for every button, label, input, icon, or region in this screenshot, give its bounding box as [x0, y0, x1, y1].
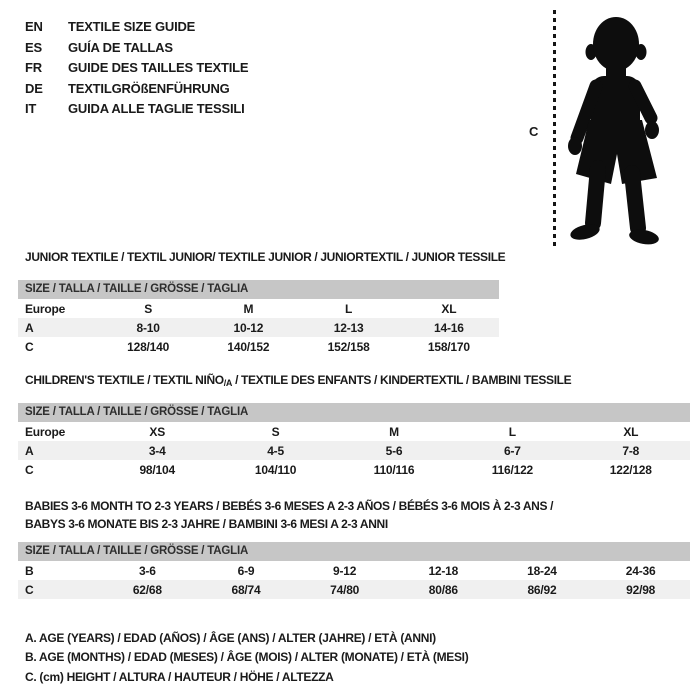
size-cell: 3-4 [148, 443, 166, 458]
size-cell: 122/128 [609, 462, 652, 477]
lang-row [25, 38, 248, 59]
table-row [18, 422, 690, 441]
row-label: A [25, 320, 34, 335]
size-cell: 10-12 [233, 320, 264, 335]
size-cell: 6-7 [503, 443, 521, 458]
height-measure-dashed-line [553, 10, 556, 247]
size-cell: 3-6 [138, 563, 156, 578]
size-cell: 98/104 [139, 462, 175, 477]
babies-title-line2: BABYS 3-6 MONATE BIS 2-3 JAHRE / BAMBINI 3-6 MESI A 2-3 ANNI [25, 516, 388, 531]
lang-label: GUIDA ALLE TAGLIE TESSILI [68, 101, 245, 116]
lang-label: GUÍA DE TALLAS [68, 39, 173, 55]
row-label: C [25, 582, 34, 597]
lang-label: TEXTILE SIZE GUIDE [68, 19, 196, 34]
table-row [18, 318, 499, 337]
size-cell: XS [149, 424, 165, 439]
children-title-text: / TEXTILE DES ENFANTS / KINDERTEXTIL / BAMBINI TESSILE [232, 373, 572, 387]
children-title-text: CHILDREN'S TEXTILE / TEXTIL NIÑO [25, 373, 224, 387]
babies-table-title [25, 498, 553, 533]
size-cell: 14-16 [434, 320, 464, 335]
size-cell: 140/152 [227, 339, 270, 354]
lang-code: FR [25, 60, 42, 75]
size-cell: 92/98 [626, 582, 656, 597]
size-header-band: SIZE / TALLA / TAILLE / GRÖSSE / TAGLIA [18, 280, 499, 299]
table-row [18, 580, 690, 599]
size-cell: XL [441, 301, 457, 316]
size-cell: 24-36 [625, 563, 656, 578]
size-cell: 12-13 [333, 320, 364, 335]
table-row [18, 561, 690, 580]
size-cell: S [271, 424, 280, 439]
row-label: B [25, 563, 34, 578]
size-cell: 128/140 [127, 339, 170, 354]
size-cell: 18-24 [527, 563, 557, 578]
children-title-sub: /A [223, 378, 233, 388]
size-cell: 104/110 [254, 462, 297, 477]
note-line-c: C. (cm) HEIGHT / ALTURA / HAUTEUR / HÖHE / ALTEZZA [25, 669, 334, 684]
size-cell: S [144, 301, 153, 316]
size-cell: 86/92 [527, 582, 557, 597]
size-cell: 9-12 [333, 563, 357, 578]
lang-code: IT [25, 101, 37, 116]
size-cell: 68/74 [231, 582, 261, 597]
row-label: A [25, 443, 34, 458]
lang-code: DE [25, 80, 43, 96]
row-label: Europe [25, 424, 66, 439]
size-cell: 12-18 [428, 563, 459, 578]
lang-row [25, 99, 248, 120]
babies-title-line1: BABIES 3-6 MONTH TO 2-3 YEARS / BEBÉS 3-6 MESES A 2-3 AÑOS / BÉBÉS 3-6 MOIS À 2-3 ANS / [25, 499, 554, 513]
size-cell: 6-9 [237, 563, 255, 578]
size-cell: XL [623, 424, 639, 439]
children-table-title [25, 373, 571, 388]
size-cell: 62/68 [132, 582, 162, 597]
note-line-a: A. AGE (YEARS) / EDAD (AÑOS) / ÂGE (ANS) / ALTER (JAHRE) / ETÀ (ANNI) [25, 631, 436, 645]
lang-label: GUIDE DES TAILLES TEXTILE [68, 60, 249, 75]
lang-label: TEXTILGRÖßENFÜHRUNG [68, 80, 230, 96]
table-row [18, 460, 690, 479]
size-cell: L [345, 301, 353, 316]
lang-row [25, 58, 248, 79]
size-cell: M [243, 301, 254, 316]
language-title-list [25, 17, 248, 120]
lang-row [25, 17, 248, 38]
size-cell: 110/116 [373, 462, 415, 477]
note-line-b: B. AGE (MONTHS) / EDAD (MESES) / ÂGE (MOIS) / ALTER (MONATE) / ETÀ (MESI) [25, 650, 469, 665]
toddler-silhouette-icon [562, 8, 670, 248]
size-cell: L [508, 424, 516, 439]
size-header-band: SIZE / TALLA / TAILLE / GRÖSSE / TAGLIA [18, 542, 690, 561]
lang-row [25, 79, 248, 100]
size-cell: 116/122 [491, 462, 534, 477]
row-label: C [25, 339, 34, 354]
row-label: C [25, 462, 34, 477]
measure-c-label: C [529, 124, 539, 139]
junior-size-table [18, 280, 499, 356]
table-row [18, 337, 499, 356]
children-size-table [18, 403, 690, 479]
size-cell: 8-10 [136, 320, 160, 335]
lang-code: EN [25, 19, 43, 34]
size-header-band: SIZE / TALLA / TAILLE / GRÖSSE / TAGLIA [18, 403, 690, 422]
size-cell: 7-8 [622, 443, 640, 458]
junior-table-title: JUNIOR TEXTILE / TEXTIL JUNIOR/ TEXTILE JUNIOR / JUNIORTEXTIL / JUNIOR TESSILE [25, 250, 506, 264]
legend-notes [25, 629, 468, 687]
size-cell: 80/86 [428, 582, 458, 597]
size-cell: 158/170 [427, 339, 470, 354]
table-row [18, 441, 690, 460]
size-cell: 5-6 [385, 443, 403, 458]
size-cell: 152/158 [327, 339, 370, 354]
row-label: Europe [25, 301, 66, 316]
lang-code: ES [25, 39, 42, 55]
babies-size-table [18, 542, 690, 599]
size-cell: 74/80 [330, 582, 360, 597]
size-cell: M [389, 424, 399, 439]
table-row [18, 299, 499, 318]
size-cell: 4-5 [267, 443, 284, 458]
